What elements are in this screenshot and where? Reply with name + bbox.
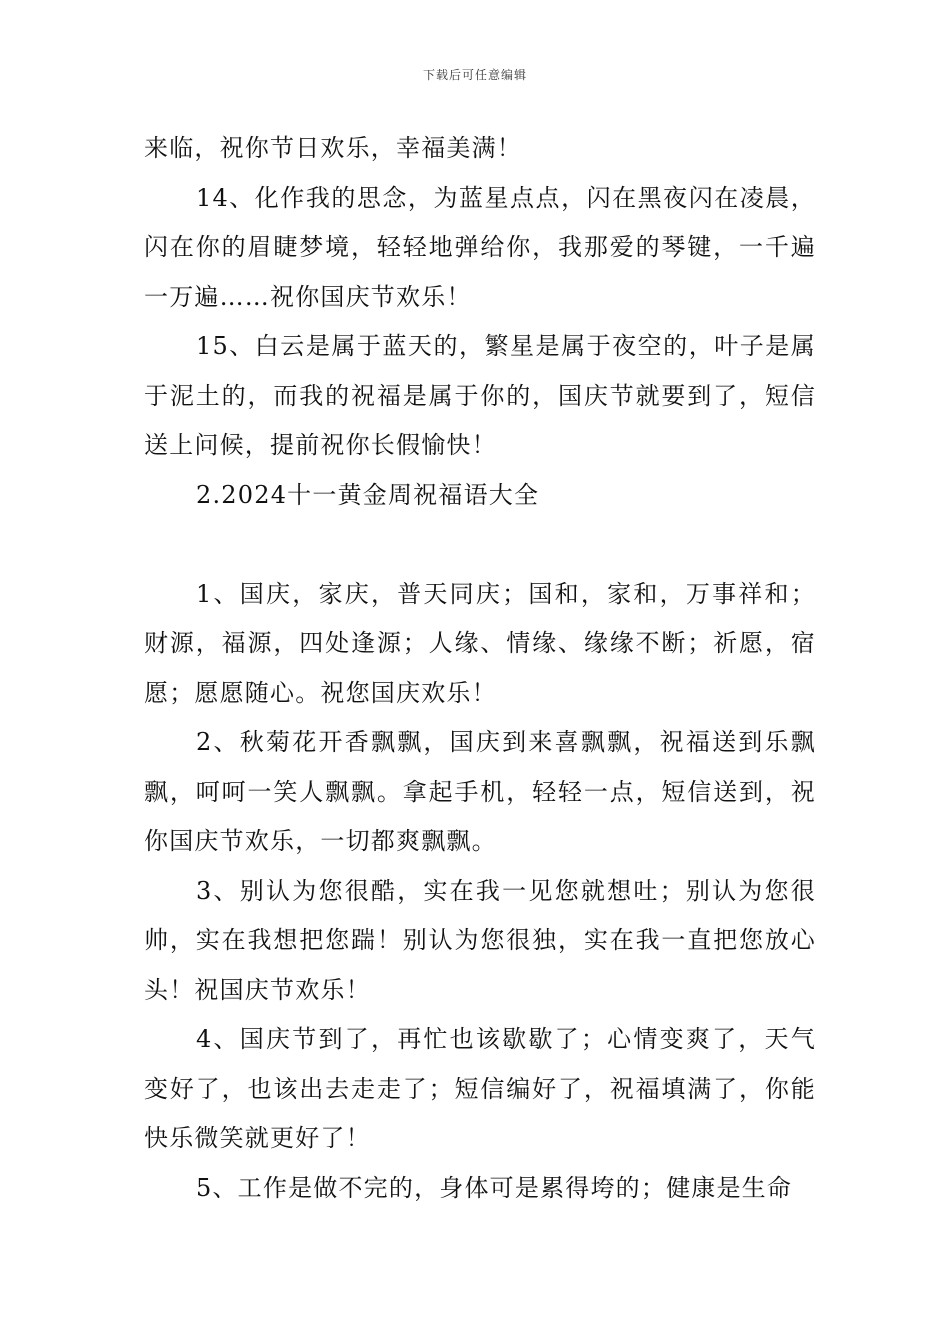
paragraph-item-3: 3、别认为您很酷，实在我一见您就想吐；别认为您很帅，实在我想把您踹！别认为您很独，实在我一直把您放心头！祝国庆节欢乐！ xyxy=(144,876,816,1004)
paragraph-continuation: 来临，祝你节日欢乐，幸福美满！ xyxy=(144,134,522,162)
paragraph-item-5: 5、工作是做不完的，身体可是累得垮的；健康是生命 xyxy=(196,1173,793,1202)
blank-line xyxy=(144,520,816,570)
document-body xyxy=(144,124,816,1213)
paragraph-item-2: 2、秋菊花开香飘飘，国庆到来喜飘飘，祝福送到乐飘飘，呵呵一笑人飘飘。拿起手机，轻轻一点，短信送到，祝你国庆节欢乐，一切都爽飘飘。 xyxy=(144,728,816,855)
paragraph-item-14: 14、化作我的思念，为蓝星点点，闪在黑夜闪在凌晨，闪在你的眉睫梦境，轻轻地弹给你，我那爱的琴键，一千遍一万遍……祝你国庆节欢乐！ xyxy=(144,183,816,311)
paragraph-item-4: 4、国庆节到了，再忙也该歇歇了；心情变爽了，天气变好了，也该出去走走了；短信编好了，祝福填满了，你能快乐微笑就更好了！ xyxy=(144,1025,816,1152)
paragraph-item-15: 15、白云是属于蓝天的，繁星是属于夜空的，叶子是属于泥土的，而我的祝福是属于你的，国庆节就要到了，短信送上问候，提前祝你长假愉快！ xyxy=(144,332,816,459)
section-heading: 2.2024十一黄金周祝福语大全 xyxy=(196,480,540,509)
paragraph-item-1: 1、国庆，家庆，普天同庆；国和，家和，万事祥和；财源，福源，四处逢源；人缘、情缘、缘缘不断；祈愿，宿愿；愿愿随心。祝您国庆欢乐！ xyxy=(144,579,816,707)
page-header: 下载后可任意编辑 xyxy=(422,68,527,82)
